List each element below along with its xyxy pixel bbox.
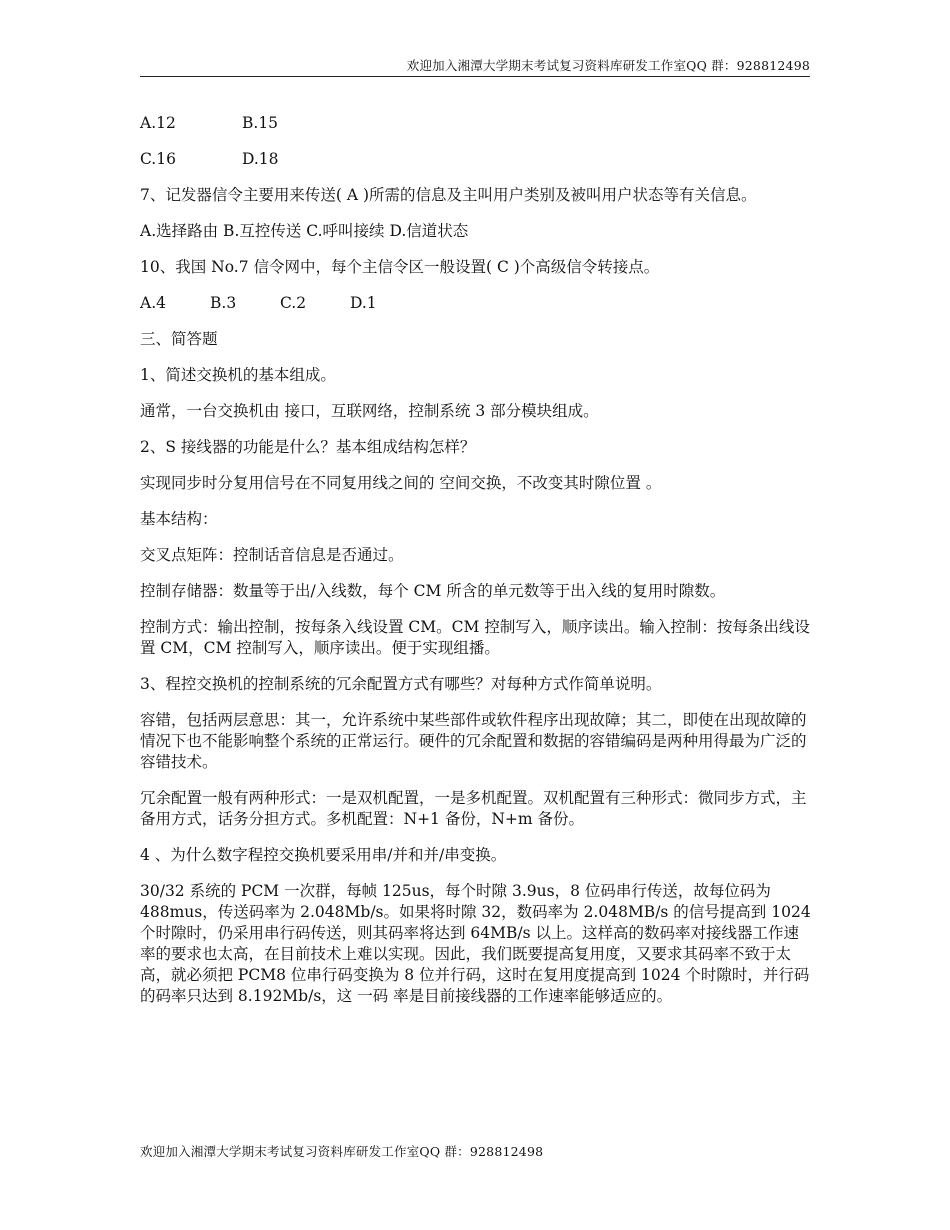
- document-body: [140, 113, 812, 1022]
- short-answer-4-answer: 30/32 系统的 PCM 一次群，每帧 125us，每个时隙 3.9us，8 位码串行传送，故每位码为 488mus，传送码率为 2.048Mb/s。如果将时隙 32，数码率为 2.048MB/s 的信号提高到 1024 个时隙时，仍采用串行码传送，则其码率将达到 64MB/s 以上。这样高的数码率对接线器工作速率的要求也太高，在目前技术上难以实现。因此，我们既要提高复用度，又要求其码率不致于太高，就必须把 PCM8 位串行码变换为 8 位并行码，这时在复用度提高到 1024 个时隙时，并行码的码率只达到 8.192Mb/s，这 一码 率是目前接线器的工作速率能够适应的。: [140, 882, 811, 1005]
- short-answer-3-answer-2: 冗余配置一般有两种形式：一是双机配置，一是多机配置。双机配置有三种形式：微同步方式，主备用方式，话务分担方式。多机配置：N+1 备份，N+m 备份。: [140, 789, 807, 828]
- short-answer-1-question: 1、简述交换机的基本组成。: [140, 366, 336, 384]
- option-a: A.12: [140, 114, 176, 132]
- short-answer-4-question: 4 、为什么数字程控交换机要采用串/并和并/串变换。: [140, 846, 507, 864]
- page-header: 欢迎加入湘潭大学期末考试复习资料库研发工作室QQ 群：928812498: [406, 58, 810, 73]
- header-divider: [140, 76, 810, 77]
- section-title: 三、简答题: [140, 330, 218, 348]
- q6-options-row-1: [140, 113, 812, 134]
- short-answer-2-answer-4: 控制存储器：数量等于出/入线数，每个 CM 所含的单元数等于出入线的复用时隙数。: [140, 582, 726, 600]
- option-c: C.2: [280, 294, 307, 312]
- short-answer-1-answer: 通常，一台交换机由 接口，互联网络，控制系统 3 部分模块组成。: [140, 402, 599, 420]
- short-answer-2-question: 2、S 接线器的功能是什么？基本组成结构怎样？: [140, 438, 476, 456]
- short-answer-2-answer-1: 实现同步时分复用信号在不同复用线之间的 空间交换，不改变其时隙位置 。: [140, 474, 662, 492]
- question-7: 7、记发器信令主要用来传送( A )所需的信息及主叫用户类别及被叫用户状态等有关信息。: [140, 186, 757, 204]
- short-answer-2-answer-5: 控制方式：输出控制，按每条入线设置 CM。CM 控制写入，顺序读出。输入控制：按每条出线设置 CM，CM 控制写入，顺序读出。便于实现组播。: [140, 618, 810, 657]
- short-answer-3-answer-1: 容错，包括两层意思：其一，允许系统中某些部件或软件程序出现故障；其二，即使在出现故障的情况下也不能影响整个系统的正常运行。硬件的冗余配置和数据的容错编码是两种用得最为广泛的容错技术。: [140, 711, 807, 771]
- short-answer-3-question: 3、程控交换机的控制系统的冗余配置方式有哪些？对每种方式作简单说明。: [140, 675, 662, 693]
- question-10: 10、我国 No.7 信令网中，每个主信令区一般设置( C )个高级信令转接点。: [140, 258, 660, 276]
- option-d: D.1: [350, 294, 377, 312]
- question-10-options: [140, 293, 812, 314]
- short-answer-2-answer-3: 交叉点矩阵：控制话音信息是否通过。: [140, 546, 404, 564]
- q6-options-row-2: [140, 149, 812, 170]
- option-b: B.3: [210, 294, 237, 312]
- short-answer-2-answer-2: 基本结构：: [140, 510, 218, 528]
- option-d: D.18: [242, 150, 279, 168]
- page-footer: 欢迎加入湘潭大学期末考试复习资料库研发工作室QQ 群：928812498: [140, 1144, 544, 1159]
- option-c: C.16: [140, 150, 176, 168]
- option-b: B.15: [242, 114, 279, 132]
- question-7-options: A.选择路由 B.互控传送 C.呼叫接续 D.信道状态: [140, 222, 469, 240]
- option-a: A.4: [140, 294, 166, 312]
